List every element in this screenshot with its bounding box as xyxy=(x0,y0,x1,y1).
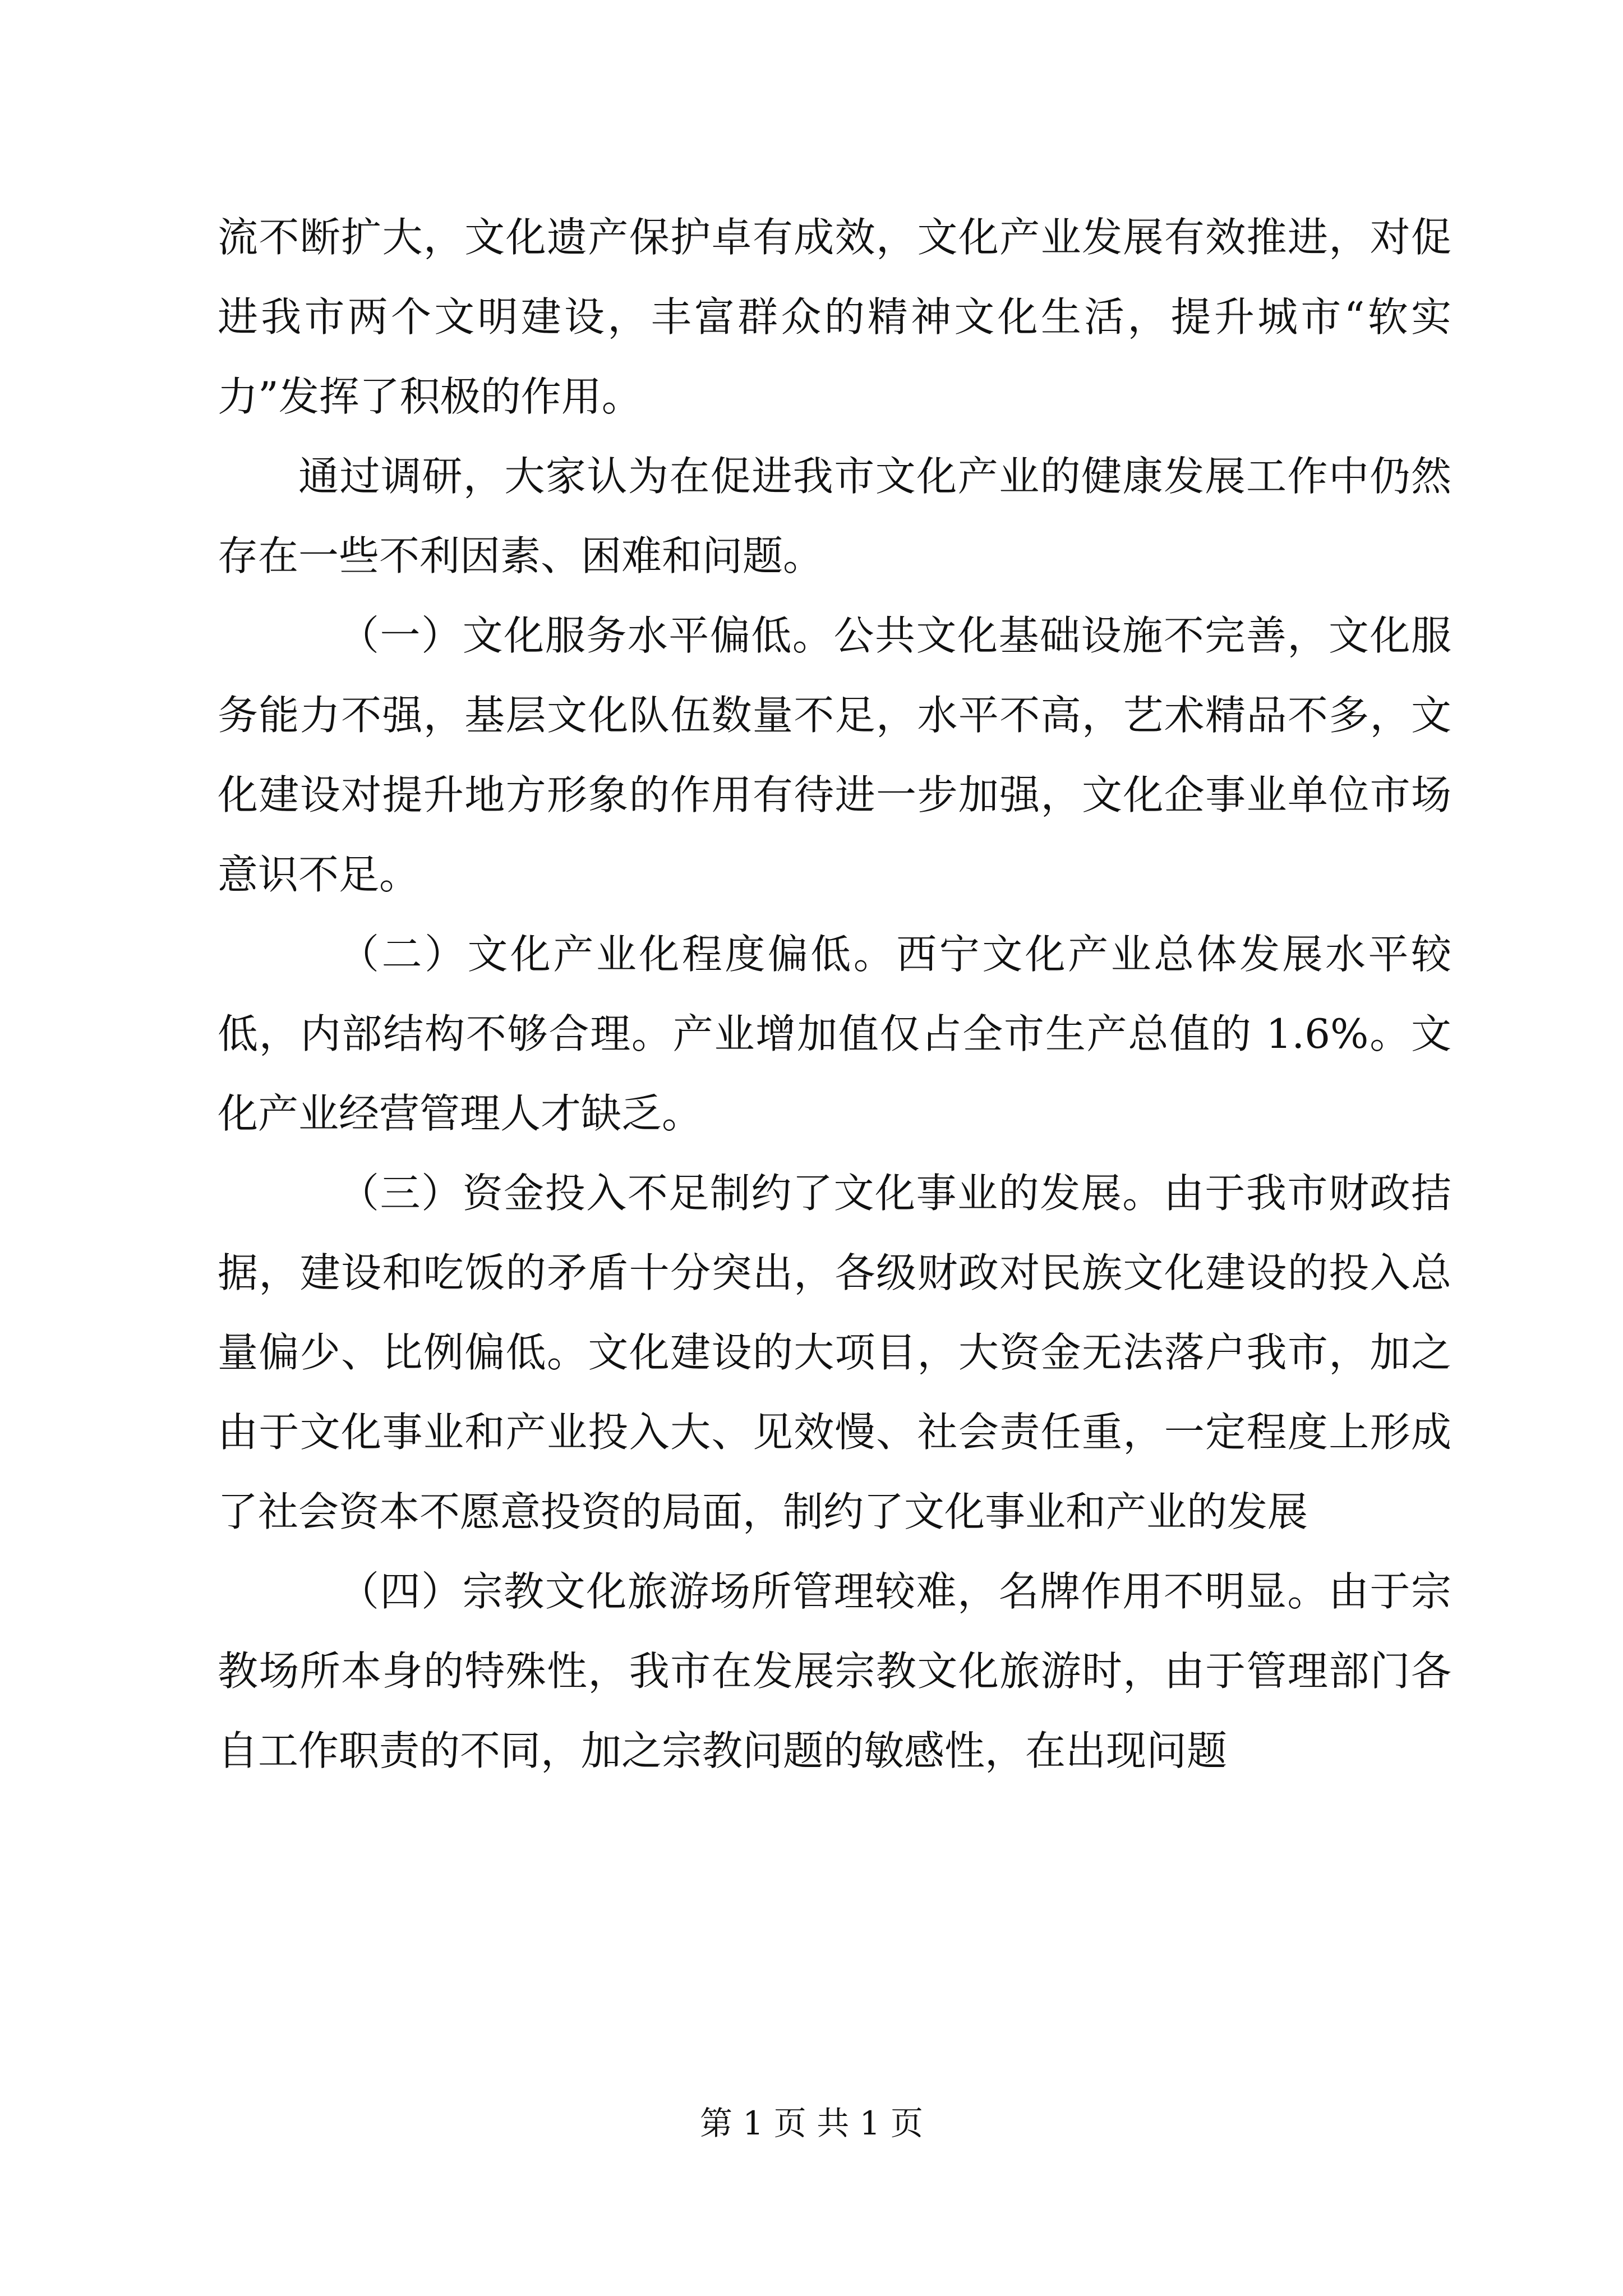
document-body xyxy=(218,197,1451,1791)
paragraph-item-1: （一）文化服务水平偏低。公共文化基础设施不完善，文化服务能力不强，基层文化队伍数量不足，水平不高，艺术精品不多，文化建设对提升地方形象的作用有待进一步加强，文化企事业单位市场意识不足。 xyxy=(218,612,1451,898)
page-footer: 第 1 页 共 1 页 xyxy=(700,2104,923,2142)
paragraph-intro: 通过调研，大家认为在促进我市文化产业的健康发展工作中仍然存在一些不利因素、困难和问题。 xyxy=(218,453,1451,579)
paragraph-item-4: （四）宗教文化旅游场所管理较难，名牌作用不明显。由于宗教场所本身的特殊性，我市在发展宗教文化旅游时，由于管理部门各自工作职责的不同，加之宗教问题的敏感性，在出现问题 xyxy=(218,1568,1451,1774)
paragraph-item-3: （三）资金投入不足制约了文化事业的发展。由于我市财政拮据，建设和吃饭的矛盾十分突出，各级财政对民族文化建设的投入总量偏少、比例偏低。文化建设的大项目，大资金无法落户我市，加之由于文化事业和产业投入大、见效慢、社会责任重，一定程度上形成了社会资本不愿意投资的局面，制约了文化事业和产业的发展 xyxy=(218,1170,1451,1535)
paragraph-item-2: （二）文化产业化程度偏低。西宁文化产业总体发展水平较低，内部结构不够合理。产业增加值仅占全市生产总值的 1.6%。文化产业经营管理人才缺乏。 xyxy=(218,931,1451,1137)
paragraph-continuation: 流不断扩大，文化遗产保护卓有成效，文化产业发展有效推进，对促进我市两个文明建设，丰富群众的精神文化生活，提升城市“软实力”发挥了积极的作用。 xyxy=(218,214,1451,420)
